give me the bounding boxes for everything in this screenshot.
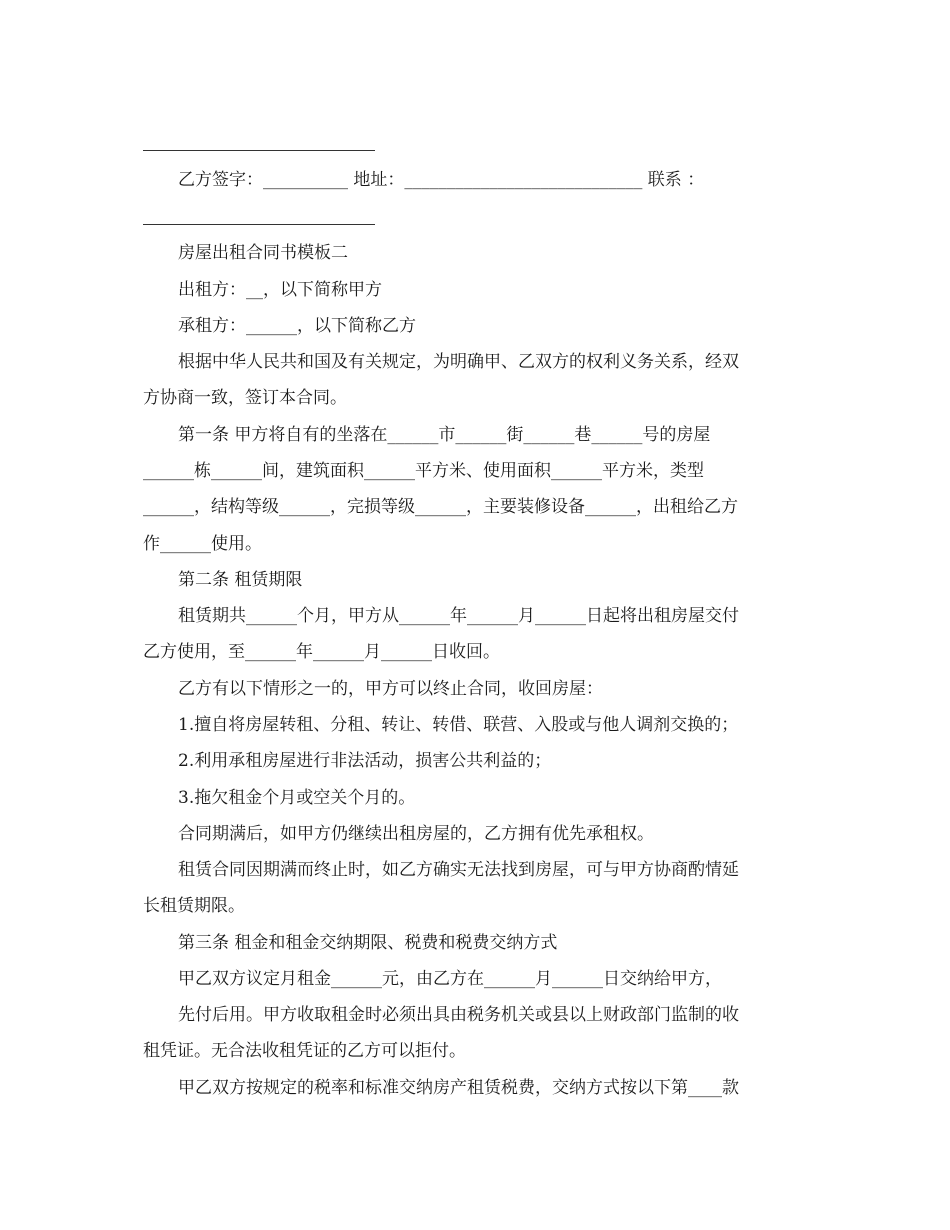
- termination-item-1: 1.擅自将房屋转租、分租、转让、转借、联营、入股或与他人调剂交换的；: [178, 715, 739, 735]
- renewal-priority-line: 合同期满后，如甲方仍继续出租房屋的，乙方拥有优先承租权。: [178, 824, 654, 844]
- article-1-line-3: ______，结构等级______，完损等级______，主要装修设备______，出租给乙方: [143, 497, 738, 517]
- lessee-line: 承租方：______，以下简称乙方: [178, 316, 416, 336]
- lessor-line: 出租方：__，以下简称甲方: [178, 280, 382, 300]
- article-1-line-1: 第一条 甲方将自有的坐落在______市______街______巷______号的房屋: [178, 425, 711, 445]
- extension-line-2: 长租赁期限。: [143, 896, 245, 916]
- article-3-line-2: 先付后用。甲方收取租金时必须出具由税务机关或县以上财政部门监制的收: [178, 1005, 739, 1025]
- article-1-line-4: 作______使用。: [143, 534, 262, 554]
- signature-rule-bottom: [143, 224, 375, 225]
- extension-line-1: 租赁合同因期满而终止时，如乙方确实无法找到房屋，可与甲方协商酌情延: [178, 860, 739, 880]
- preamble-line-2: 方协商一致，签订本合同。: [143, 388, 347, 408]
- article-3-heading: 第三条 租金和租金交纳期限、税费和税费交纳方式: [178, 933, 558, 953]
- article-3-line-3: 租凭证。无合法收租凭证的乙方可以拒付。: [143, 1041, 466, 1061]
- article-3-line-4: 甲乙双方按规定的税率和标准交纳房产租赁税费，交纳方式按以下第____款: [178, 1078, 739, 1098]
- article-1-line-2: ______栋______间，建筑面积______平方米、使用面积______平方米，类型: [143, 461, 704, 481]
- article-2-line-1: 租赁期共______个月，甲方从______年______月______日起将出租房屋交付: [178, 606, 739, 626]
- termination-item-2: 2.利用承租房屋进行非法活动，损害公共利益的；: [178, 751, 552, 771]
- document-title: 房屋出租合同书模板二: [178, 243, 348, 263]
- signature-rule-top: [143, 150, 375, 151]
- party-b-signature-line: 乙方签字：__________ 地址：____________________________ 联系 ：: [178, 170, 705, 190]
- preamble-line-1: 根据中华人民共和国及有关规定，为明确甲、乙双方的权利义务关系，经双: [178, 352, 739, 372]
- termination-item-3: 3.拖欠租金个月或空关个月的。: [178, 788, 416, 808]
- article-3-line-1: 甲乙双方议定月租金______元，由乙方在______月______日交纳给甲方，: [178, 969, 722, 989]
- article-2-heading: 第二条 租赁期限: [178, 570, 303, 590]
- article-2-line-2: 乙方使用，至______年______月______日收回。: [143, 642, 500, 662]
- termination-intro: 乙方有以下情形之一的，甲方可以终止合同，收回房屋：: [178, 679, 603, 699]
